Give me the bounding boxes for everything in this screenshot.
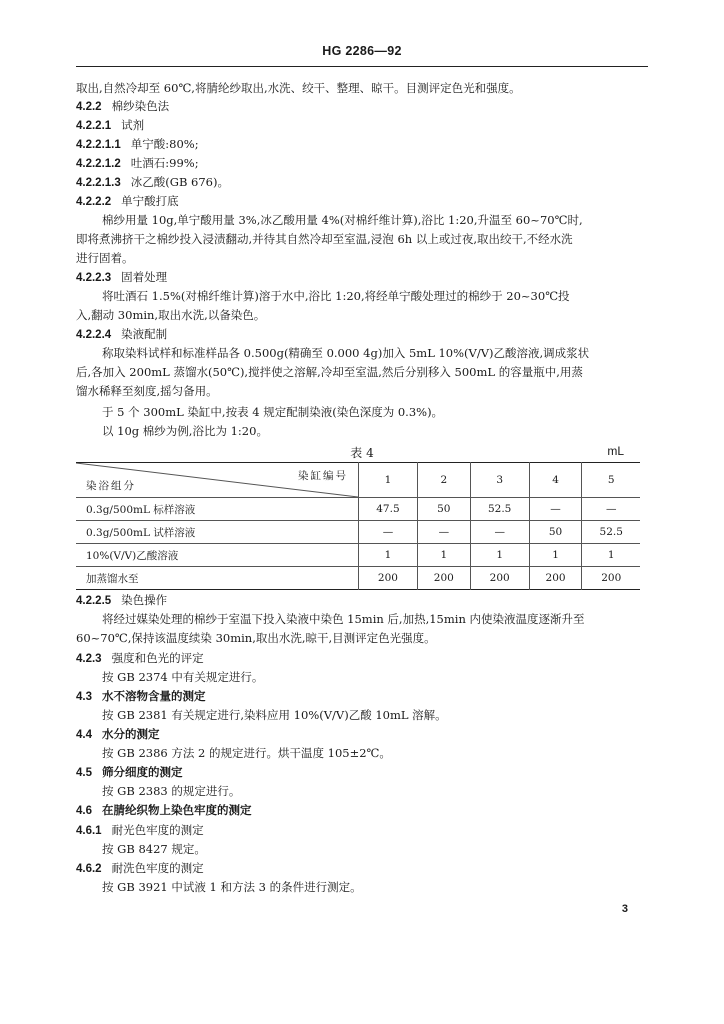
section-title: 棉纱染色法	[111, 99, 170, 113]
section-number: 4.2.2.2	[76, 196, 112, 208]
paragraph-line: 即将煮沸挤干之棉纱投入浸渍翻动,并待其自然冷却至室温,浸泡 6h 以上或过夜,取出绞干,不经水洗	[76, 232, 573, 246]
section-4-6-2	[76, 860, 204, 877]
table-row	[76, 498, 640, 521]
section-number: 4.3	[76, 691, 92, 703]
section-title: 固着处理	[121, 270, 168, 284]
table-cell: —	[359, 521, 418, 544]
table-cell: 52.5	[470, 498, 529, 521]
paragraph-line: 60~70℃,保持该温度续染 30min,取出水洗,晾干,目测评定色光强度。	[76, 631, 436, 645]
table-cell: —	[582, 498, 640, 521]
paragraph-line: 棉纱用量 10g,单宁酸用量 3%,冰乙酸用量 4%(对棉纤维计算),浴比 1:20,升温至 60~70℃时,	[102, 213, 583, 227]
table-row	[76, 567, 640, 590]
section-number: 4.2.2.4	[76, 329, 112, 341]
section-title: 水不溶物含量的测定	[102, 689, 206, 703]
section-title: 强度和色光的评定	[111, 651, 204, 665]
row-label: 0.3g/500mL 试样溶液	[76, 521, 359, 544]
paragraph-line: 入,翻动 30min,取出水洗,以备染色。	[76, 308, 266, 322]
section-number: 4.4	[76, 729, 92, 741]
section-title: 在腈纶织物上染色牢度的测定	[102, 803, 252, 817]
section-number: 4.5	[76, 767, 92, 779]
section-4-2-2-3	[76, 269, 167, 286]
section-4-2-2-1-3	[76, 174, 229, 191]
section-title: 耐洗色牢度的测定	[111, 861, 204, 875]
row-label: 加蒸馏水至	[76, 567, 359, 590]
column-header: 2	[417, 463, 470, 498]
table-cell: —	[417, 521, 470, 544]
section-text: 吐酒石:99%;	[130, 156, 199, 170]
dye-bath-table	[76, 462, 640, 590]
paragraph-line: 按 GB 2381 有关规定进行,染料应用 10%(V/V)乙酸 10mL 溶解。	[102, 708, 447, 722]
section-title: 试剂	[121, 118, 145, 132]
paragraph-line: 按 GB 8427 规定。	[102, 842, 206, 856]
section-4-2-2	[76, 98, 169, 115]
section-title: 染色操作	[121, 593, 168, 607]
table-cell: —	[529, 498, 582, 521]
section-number: 4.6	[76, 805, 92, 817]
table-cell: 200	[359, 567, 418, 590]
table-caption: 表 4	[350, 446, 374, 460]
table-cell: 200	[529, 567, 582, 590]
paragraph-line: 称取染料试样和标准样品各 0.500g(精确至 0.000 4g)加入 5mL 10%(V/V)乙酸溶液,调成浆状	[102, 346, 590, 360]
table-cell: 1	[582, 544, 640, 567]
section-4-2-3	[76, 650, 204, 667]
page-header-standard-code: HG 2286—92	[322, 44, 402, 58]
section-4-5	[76, 764, 183, 781]
section-text: 单宁酸:80%;	[130, 137, 199, 151]
table-cell: 47.5	[359, 498, 418, 521]
section-4-2-2-1	[76, 117, 144, 134]
section-number: 4.2.2.1.2	[76, 158, 121, 170]
page-number: 3	[621, 903, 628, 915]
paragraph-line: 进行固着。	[76, 251, 134, 265]
section-number: 4.2.2.1	[76, 120, 112, 132]
section-4-2-2-5	[76, 592, 167, 609]
paragraph-continuation: 取出,自然冷却至 60℃,将腈纶纱取出,水洗、绞干、整理、晾干。目测评定色光和强度。	[76, 81, 521, 95]
section-number: 4.6.2	[76, 863, 102, 875]
table-cell: 200	[470, 567, 529, 590]
table-cell: 1	[470, 544, 529, 567]
table-unit: mL	[607, 444, 624, 458]
table-row	[76, 521, 640, 544]
table-cell: 50	[529, 521, 582, 544]
section-title: 筛分细度的测定	[102, 765, 183, 779]
paragraph-line: 馏水稀释至刻度,摇匀备用。	[76, 384, 218, 398]
section-number: 4.2.3	[76, 653, 102, 665]
table-corner-cell	[76, 463, 359, 498]
header-rule	[76, 66, 648, 67]
table-cell: 1	[417, 544, 470, 567]
section-4-3	[76, 688, 206, 705]
paragraph-line: 将吐酒石 1.5%(对棉纤维计算)溶于水中,浴比 1:20,将经单宁酸处理过的棉纱于 20~30℃投	[102, 289, 570, 303]
section-4-2-2-1-1	[76, 136, 199, 153]
corner-bottom-label: 染浴组分	[86, 480, 136, 492]
table-cell: —	[470, 521, 529, 544]
table-cell: 200	[417, 567, 470, 590]
table-cell: 1	[529, 544, 582, 567]
section-number: 4.2.2.1.1	[76, 139, 121, 151]
section-4-6-1	[76, 822, 204, 839]
paragraph-line: 按 GB 2383 的规定进行。	[102, 784, 241, 798]
table-cell: 50	[417, 498, 470, 521]
table-row	[76, 544, 640, 567]
section-title: 单宁酸打底	[121, 194, 179, 208]
paragraph-line: 于 5 个 300mL 染缸中,按表 4 规定配制染液(染色深度为 0.3%)。	[102, 405, 444, 419]
row-label: 0.3g/500mL 标样溶液	[76, 498, 359, 521]
section-4-2-2-1-2	[76, 155, 199, 172]
table-header-row	[76, 463, 640, 498]
section-title: 染液配制	[121, 327, 168, 341]
section-number: 4.2.2	[76, 101, 102, 113]
column-header: 3	[470, 463, 529, 498]
table-cell: 1	[359, 544, 418, 567]
section-text: 冰乙酸(GB 676)。	[130, 175, 229, 189]
paragraph-line: 按 GB 2386 方法 2 的规定进行。烘干温度 105±2℃。	[102, 746, 391, 760]
section-title: 水分的测定	[102, 727, 160, 741]
section-title: 耐光色牢度的测定	[111, 823, 204, 837]
section-4-2-2-4	[76, 326, 167, 343]
table-cell: 200	[582, 567, 640, 590]
paragraph-line: 按 GB 2374 中有关规定进行。	[102, 670, 264, 684]
section-number: 4.6.1	[76, 825, 102, 837]
paragraph-line: 按 GB 3921 中试液 1 和方法 3 的条件进行测定。	[102, 880, 362, 894]
table-cell: 52.5	[582, 521, 640, 544]
section-4-2-2-2	[76, 193, 179, 210]
section-4-4	[76, 726, 160, 743]
paragraph-line: 将经过媒染处理的棉纱于室温下投入染液中染色 15min 后,加热,15min 内使染液温度逐渐升至	[102, 612, 585, 626]
section-number: 4.2.2.1.3	[76, 177, 121, 189]
row-label: 10%(V/V)乙酸溶液	[76, 544, 359, 567]
paragraph-line: 后,各加入 200mL 蒸馏水(50℃),搅拌使之溶解,冷却至室温,然后分别移入 500mL 的容量瓶中,用蒸	[76, 365, 583, 379]
section-number: 4.2.2.3	[76, 272, 112, 284]
corner-top-label: 染缸编号	[298, 470, 348, 482]
section-4-6	[76, 802, 252, 819]
paragraph-line: 以 10g 棉纱为例,浴比为 1:20。	[102, 424, 268, 438]
column-header: 1	[359, 463, 418, 498]
section-number: 4.2.2.5	[76, 595, 112, 607]
column-header: 5	[582, 463, 640, 498]
column-header: 4	[529, 463, 582, 498]
